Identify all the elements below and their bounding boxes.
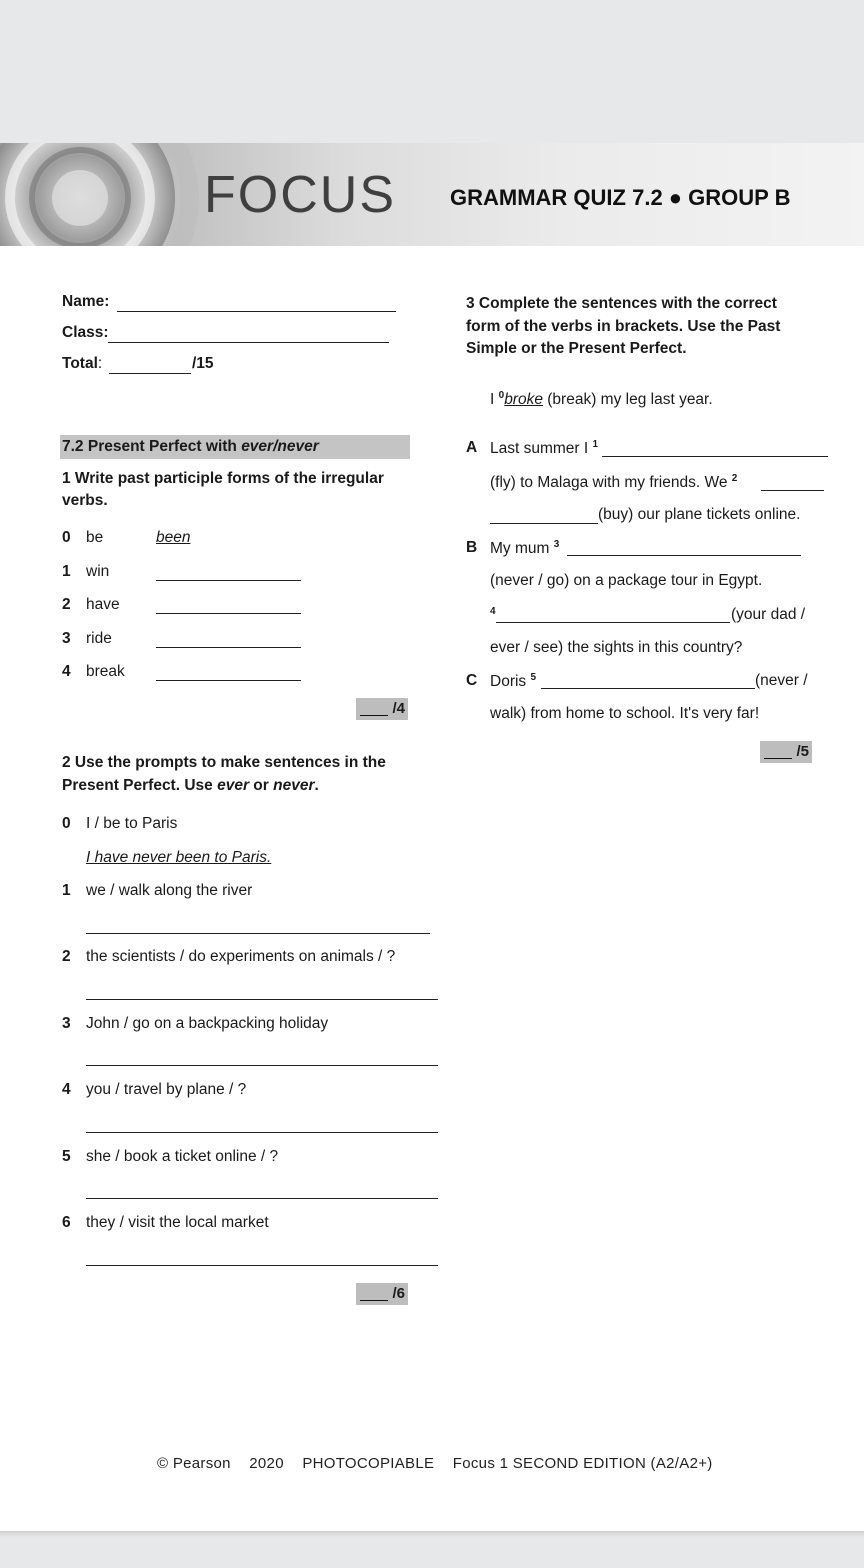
ex2-prompt: I / be to Paris [86,815,178,832]
ex1-verb: ride [86,630,112,647]
ex2-prompt: John / go on a backpacking holiday [86,1015,329,1032]
ex3-gap-3[interactable] [567,555,801,556]
ex3-instruction-line3: Simple or the Present Perfect. [466,340,687,357]
ex2-item-num: 1 [62,882,71,899]
ex1-answer-line-4[interactable] [156,680,301,681]
ex2-prompt: they / visit the local market [86,1214,269,1231]
name-field[interactable] [117,311,396,312]
ex2-prompt: we / walk along the river [86,882,253,899]
ex2-score-max: /6 [392,1285,405,1302]
total-field[interactable] [109,373,191,374]
ex2-prompt: the scientists / do experiments on animals / ? [86,948,396,965]
ex1-item-num: 0 [62,529,71,546]
ex3-b-sup4: 4 [490,606,496,617]
ex3-b-line1: My mum $^3$ [490,539,560,557]
ex1-answer-line-3[interactable] [156,647,301,648]
footer-photocopiable: PHOTOCOPIABLE [302,1455,435,1472]
ex1-item-num: 4 [62,663,71,680]
ex2-item-num: 4 [62,1081,71,1098]
ex1-verb: break [86,663,125,680]
footer-edition: Focus 1 SECOND EDITION (A2/A2+) [452,1455,713,1472]
ex1-verb: have [86,596,120,613]
ex3-c-line3: walk) from home to school. It's very far! [490,705,760,722]
focus-logo: FOCUS [204,166,396,224]
ex1-verb: win [86,563,110,580]
ex2-item-num: 2 [62,948,71,965]
ex3-gap-2a[interactable] [761,490,824,491]
ex2-example-answer: I have never been to Paris. [86,849,272,866]
ex3-example: I $^0$broke (break) my leg last year. [490,390,713,408]
ex2-answer-line-3[interactable] [86,1065,438,1066]
ex3-score-field[interactable] [764,758,792,759]
ex3-gap-1[interactable] [602,456,828,457]
ex1-answer-line-1[interactable] [156,580,301,581]
header-banner [0,143,864,246]
ex2-instruction-line1: 2 Use the prompts to make sentences in the [62,754,386,771]
ex3-instruction-line1: 3 Complete the sentences with the correct [466,295,777,312]
ex1-instruction: 1 Write past participle forms of the irregular verbs. [62,470,384,509]
name-label: Name: [62,293,110,310]
ex3-instruction-line2: form of the verbs in brackets. Use the Past [466,318,781,335]
ex3-c-line2: (never / [755,672,808,689]
ex1-answer-line-2[interactable] [156,613,301,614]
footer-copyright: © Pearson [157,1455,231,1472]
ex2-prompt: she / book a ticket online / ? [86,1148,279,1165]
section-title: 7.2 Present Perfect with ever/never [62,438,319,455]
ex2-item-num: 0 [62,815,71,832]
ex3-gap-4[interactable] [496,622,730,623]
focus-lens-graphic [0,143,210,246]
class-field[interactable] [108,342,389,343]
ex3-a-line3: (buy) our plane tickets online. [598,506,801,523]
quiz-title: GRAMMAR QUIZ 7.2 ● GROUP B [450,185,791,210]
ex2-answer-line-2[interactable] [86,999,438,1000]
ex3-a-line1: Last summer I $^1$ [490,439,599,457]
ex1-verb: be [86,529,104,546]
ex3-b-line3: (your dad / [731,606,806,623]
ex2-answer-line-4[interactable] [86,1132,438,1133]
footer [157,1455,727,1472]
ex3-letter-b: B [466,539,478,556]
total-label: Total: [62,355,103,372]
ex1-score-field[interactable] [360,715,388,716]
ex2-instruction-line2: Present Perfect. Use ever or never. [62,777,319,794]
footer-year: 2020 [249,1455,284,1472]
ex3-b-line2: (never / go) on a package tour in Egypt. [490,572,763,589]
ex3-c-line1: Doris $^5$ [490,672,537,690]
ex1-example-answer: been [156,529,191,546]
ex3-gap-2b[interactable] [490,523,598,524]
ex1-item-num: 3 [62,630,71,647]
ex3-a-line2: (fly) to Malaga with my friends. We $^2$ [490,473,738,491]
ex2-score-box [356,1283,408,1305]
ex1-score-max: /4 [392,700,405,717]
ex2-answer-line-6[interactable] [86,1265,438,1266]
ex3-score-box [760,741,812,763]
ex3-score-max: /5 [796,743,809,760]
total-max: /15 [192,355,214,372]
ex2-prompt: you / travel by plane / ? [86,1081,247,1098]
ex2-answer-line-5[interactable] [86,1198,438,1199]
ex2-item-num: 5 [62,1148,71,1165]
class-label: Class: [62,324,109,341]
ex2-answer-line-1[interactable] [86,933,430,934]
ex2-item-num: 6 [62,1214,71,1231]
worksheet-page [0,143,864,1531]
ex2-item-num: 3 [62,1015,71,1032]
ex3-gap-5[interactable] [541,688,755,689]
ex2-score-field[interactable] [360,1300,388,1301]
ex3-b-line4: ever / see) the sights in this country? [490,639,743,656]
ex1-item-num: 2 [62,596,71,613]
ex1-item-num: 1 [62,563,71,580]
ex3-letter-a: A [466,439,478,456]
ex1-score-box [356,698,408,720]
page-bottom-shadow [0,1531,864,1537]
ex3-letter-c: C [466,672,478,689]
